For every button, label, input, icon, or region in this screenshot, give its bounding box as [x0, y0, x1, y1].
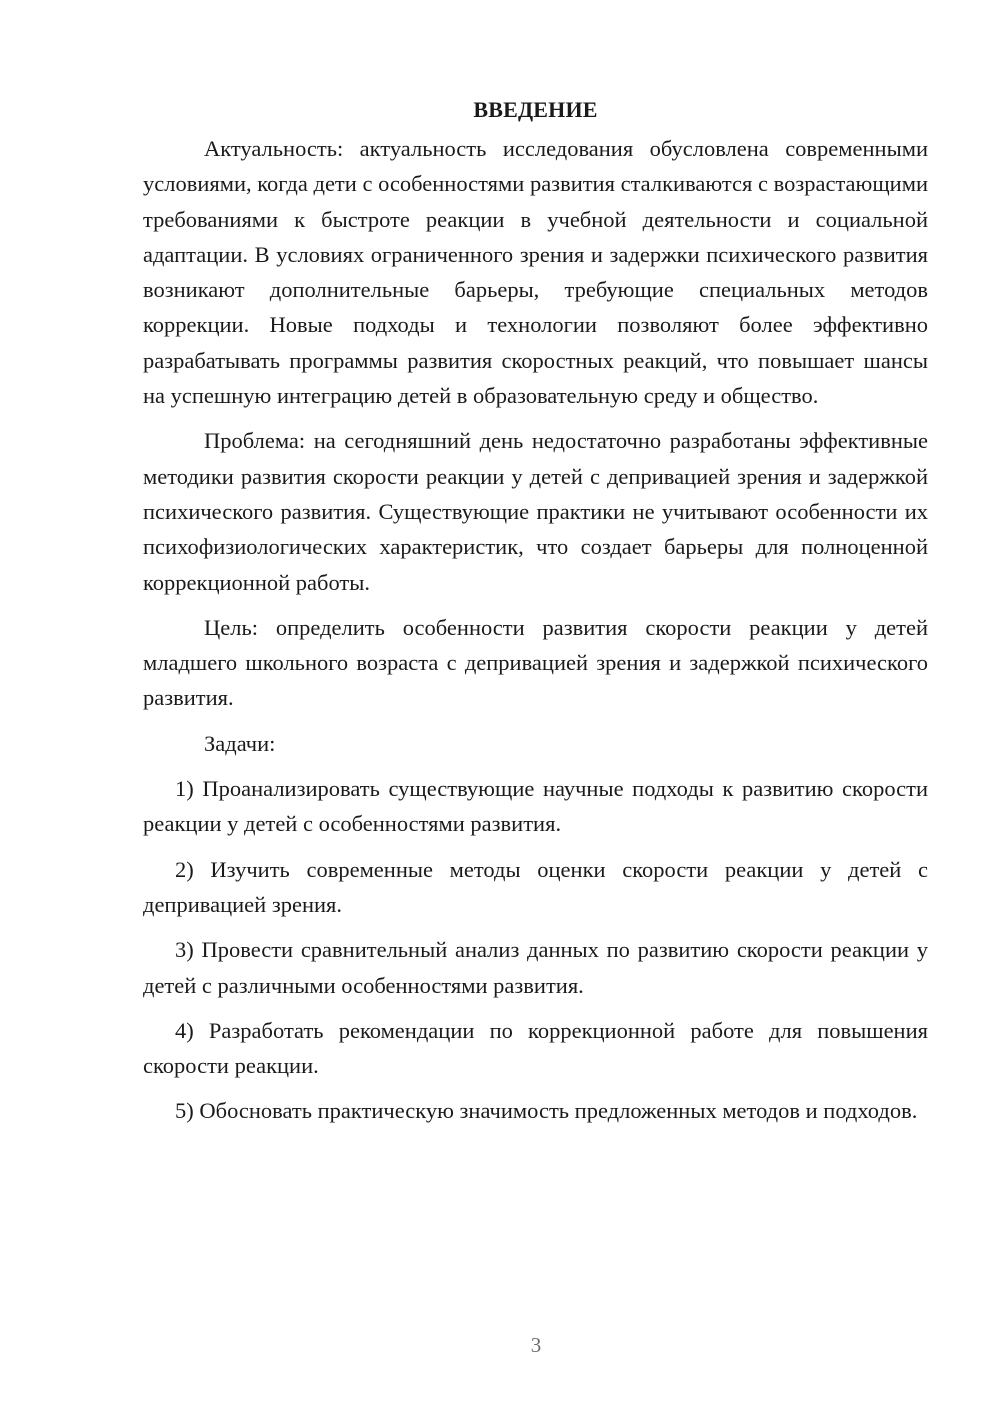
document-page — [143, 95, 928, 1139]
task-item-1: 1) Проанализировать существующие научные подходы к развитию скорости реакции у детей с особенностями развития. — [143, 776, 928, 837]
task-item-2: 2) Изучить современные методы оценки скорости реакции у детей с депривацией зрения. — [143, 856, 928, 917]
section-heading: ВВЕДЕНИЕ — [473, 97, 598, 122]
relevance-paragraph: Актуальность: актуальность исследования обусловлена современными условиями, когда дети с особенностями развития сталкиваются с возрастающими требованиями к быстроте реакции в учебной деятельности и социальной адаптации. В условиях ограниченного зрения и задержки психического развития возникают дополнительные барьеры, требующие специальных методов коррекции. Новые подходы и технологии позволяют более эффективно разрабатывать программы развития скоростных реакций, что повышает шансы на успешную интеграцию детей в образовательную среду и общество. — [143, 136, 928, 409]
tasks-label: Задачи: — [204, 730, 276, 756]
task-item-4: 4) Разработать рекомендации по коррекционной работе для повышения скорости реакции. — [143, 1017, 928, 1079]
problem-paragraph: Проблема: на сегодняшний день недостаточно разработаны эффективные методики развития скорости реакции у детей с депривацией зрения и задержкой психического развития. Существующие практики не учитывают особенности их психофизиологических характеристик, что создает барьеры для полноценной коррекционной работы. — [143, 428, 928, 595]
page-number: 3 — [530, 1333, 542, 1357]
goal-paragraph: Цель: определить особенности развития скорости реакции у детей младшего школьного возраста с депривацией зрения и задержкой психического развития. — [143, 614, 928, 711]
task-item-5: 5) Обосновать практическую значимость предложенных методов и подходов. — [175, 1098, 918, 1124]
task-item-3: 3) Провести сравнительный анализ данных по развитию скорости реакции у детей с различными особенностями развития. — [143, 937, 928, 998]
